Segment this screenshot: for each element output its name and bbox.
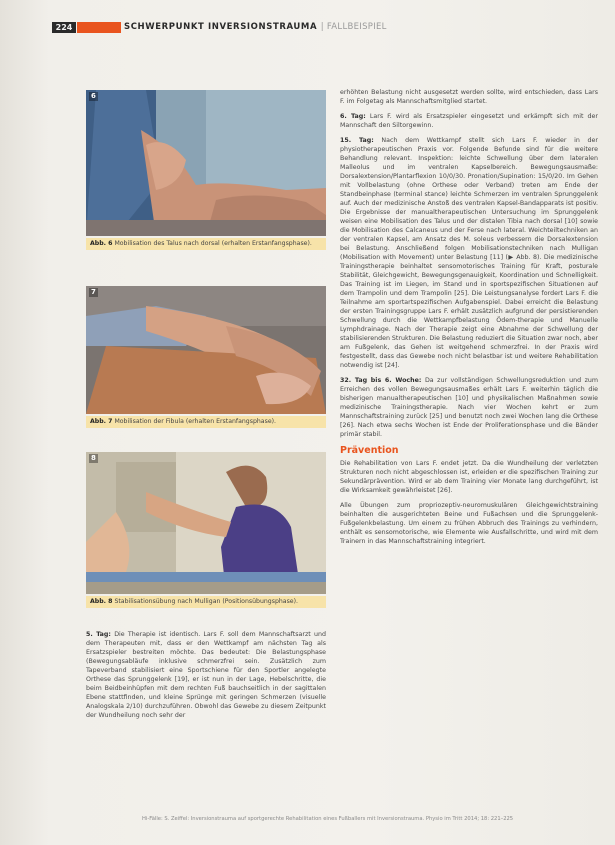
caption-label: Abb. 6 [90, 240, 113, 247]
figure-6 [86, 90, 326, 270]
right-column [340, 88, 598, 808]
paragraph-lead: 15. Tag: [340, 137, 374, 144]
section-subtitle: | FALLBEISPIEL [320, 22, 387, 32]
paragraph-day6 [340, 112, 598, 130]
caption-label: Abb. 7 [90, 418, 113, 425]
accent-bar [77, 22, 121, 33]
paragraph-praevention-1: Die Rehabilitation von Lars F. endet jetzt. Da die Wundheilung der verletzten Strukturen noch nicht abgeschlossen ist, erleiden er die spezifischen Training zur Sekundärprävention. Wird er ab dem Training vier Monate lang durchgeführt, ist die Wirksamkeit gewährleistet [26]. [340, 460, 598, 494]
caption-text: Stabilisationsübung nach Mulligan (Positionsübungsphase). [114, 598, 298, 605]
page-footer: Hi-Fälle: S. Zeiffel: Inversionstrauma auf sportgerechte Rehabilitation eines Fußballers mit Inversionstrauma. Physio im Tritt 2014; 18: 221–225 [142, 816, 514, 822]
paragraph-text: Da zur vollständigen Schwellungsreduktion und zum Erreichen des vollen Bewegungsausmaßes erhält Lars F. weiterhin täglich die bisherigen manualtherapeutischen [10] und physikalischen Maßnahmen sowie medizinische Trainingstherapie. Nach vier Wochen kehrt er zum Mannschaftstraining zurück [25] und benutzt noch zwei Wochen lang die Orthese [26]. Nach etwa sechs Wochen ist Ende der Proliferationsphase und die Bänder primär stabil. [340, 377, 598, 438]
figure-7-photo [86, 286, 326, 414]
figure-8-caption [86, 596, 326, 608]
paragraph-continued: erhöhten Belastung nicht ausgesetzt werden sollte, wird entschieden, dass Lars F. im Folgetag als Mannschaftsmitglied startet. [340, 89, 598, 105]
caption-text: Mobilisation des Talus nach dorsal (erhalten Erstanfangsphase). [114, 240, 312, 247]
figure-number: 7 [91, 288, 96, 296]
paragraph-lead: 6. Tag: [340, 113, 366, 120]
figure-8-photo [86, 452, 326, 594]
running-header [52, 22, 615, 36]
figure-7 [86, 286, 326, 436]
paragraph-lead: 5. Tag: [86, 631, 111, 638]
paragraph-text: Die Therapie ist identisch. Lars F. soll dem Mannschaftsarzt und dem Therapeuten mit, dass er den Wettkampf am nächsten Tag als Ersatzspieler bestreiten möchte. Das bedeutet: Die Belastungsphase (Bewegungsabläufe inklusive schmerzfrei sein. Zusätzlich zum Tapeverband stabilisiert eine Sportschiene für den Sportler angelegte Orthese das Sprunggelenk [19], er ist nun in der Lage, Hebelschritte, die beim Beidbeinhüpfen mit dem rechten Fuß bauchseitlich in der sagittalen Ebene stattfinden, und kleine Sprünge mit geringen Schmerzen (visuelle Analogskala 2/10) durchzuführen. Obwohl das Gewebe zu diesem Zeitpunkt der Wundheilung noch sehr der [86, 631, 326, 719]
paragraph-day15 [340, 136, 598, 370]
paragraph-day5 [86, 630, 326, 720]
figure-number: 8 [91, 454, 96, 462]
section-heading-praevention: Prävention [340, 445, 399, 456]
figure-6-caption [86, 238, 326, 250]
figure-7-caption [86, 416, 326, 428]
paragraph-lead: 32. Tag bis 6. Woche: [340, 377, 422, 384]
section-title: SCHWERPUNKT INVERSIONSTRAUMA [124, 22, 318, 32]
figure-6-photo [86, 90, 326, 236]
figure-8 [86, 452, 326, 616]
paragraph-text: Lars F. wird als Ersatzspieler eingesetzt und erkämpft sich mit der Mannschaft den Siltorgewinn. [340, 113, 598, 129]
paragraph-praevention-2: Alle Übungen zum propriozeptiv-neuromuskulären Gleichgewichtstraining beinhalten die ausgerichteten Beine und Fußachsen und die Sprunggelenk-Fußgelenkbelastung. Um einem zu frühen Abbruch des Trainings zu verhindern, enthält es sensomotorische, wie Elemente wie Ausfallschritte, und wird mit dem Trainern in das Mannschaftstraining integriert. [340, 502, 598, 545]
figure-number: 6 [91, 92, 96, 100]
caption-text: Mobilisation der Fibula (erhalten Erstanfangsphase). [114, 418, 277, 425]
left-column [86, 630, 326, 808]
running-title [124, 22, 387, 33]
caption-label: Abb. 8 [90, 598, 113, 605]
paragraph-week6 [340, 376, 598, 439]
paragraph-text: Nach dem Wettkampf stellt sich Lars F. wieder in der physiotherapeutischen Praxis vor. Folgende Befunde sind für die weitere Behandlung relevant. Inspektion: leichte Schwellung über dem lateralen Malleolus und im ventralen Kapselbereich. Bewegungsausmaße: Dorsalextension/Plantarflexion 10/0/30. Pronation/Supination: 15/0/20. Im Gehen mit Vollbelastung (ohne Orthese oder Verband) treten am Ende der Standbeinphase (terminal stance) leichte Schmerzen im ventralen Sprunggelenk auf. Auch der medizinische Anstoß des ventralen Kapsel-Bandapparats ist positiv. Die Ergebnisse der manualtherapeutischen Untersuchung im Sprunggelenk weisen eine Mobilisation des Talus und der distalen Tibia nach dorsal [10] sowie die Mobilisation des Calcaneus und der Ferse nach lateral. Weichteiltechniken an der ventralen Kapsel, am Ansatz des M. soleus verbessern die Dorsalextension bei Belastung. Anschließend folgen Mobilisationstechniken nach Mulligan (Mobilisation with Movement) unter Belastung [11] (▶ Abb. 8). Die medizinische Trainingstherapie beinhaltet sensomotorisches Training für Kraft, posturale Stabilität, Gleichgewicht, Bewegungsgenauigkeit, Koordination und Schnelligkeit. Das Training ist im Liegen, im Stand und in sportspezifischen Situationen auf dem Trampolin und dem Trampolin [25]. Die Leistungsanalyse fordert Lars F. die Teilnahme am sportartspezifischen Aufgabenspiel. Dabei erreicht die Belastung der ersten Trainingsgruppe Lars F. erhält zusätzlich aufgrund der persistierenden Schwellung durch die Wettkampfbelastung Ödem-therapie und Manuelle Lymphdrainage. Nach der Therapie zeigt eine Abnahme der Schwellung der stabilisierenden Strukturen. Die Belastung reduziert die Situation zwar noch, aber am Fußgelenk, das Gehen ist weitgehend schmerzfrei. In der Praxis wird festgestellt, dass das Gewebe noch nicht belastbar ist und weitere Rehabilitation notwendig ist [24]. [340, 137, 598, 369]
page-number: 224 [52, 22, 76, 33]
